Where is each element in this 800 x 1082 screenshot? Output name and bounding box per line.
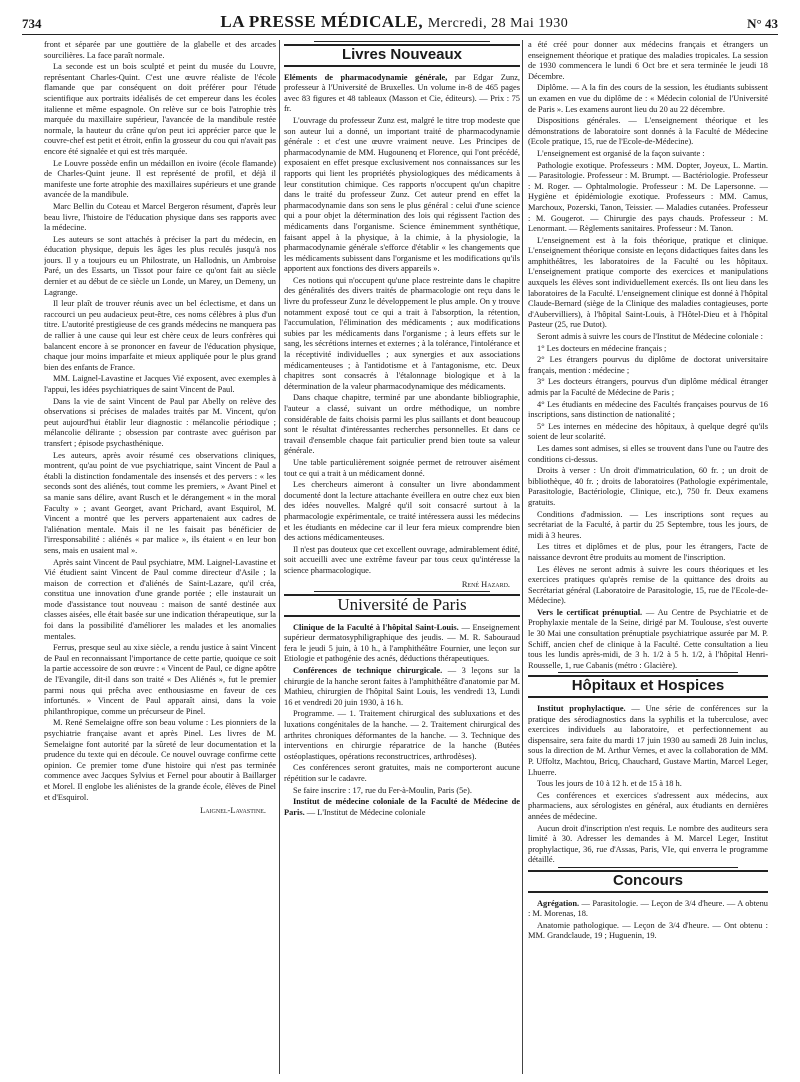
section-heading-concours: Concours xyxy=(528,870,768,893)
paragraph: Programme. — 1. Traitement chirurgical des subluxations et des luxations congénitales de la hanche. — 2. Traitement chirurgical des arthrites chroniques déformantes de la hanche. — 3. Technique des interventions en chirurgie réparatrice de la hanche (Butées ostéoplastiques, opérations reconstructrices, arthrodèses). xyxy=(284,709,520,761)
paragraph: Les dames sont admises, si elles se trouvent dans l'une ou l'autre des conditions ci-dessus. xyxy=(528,443,768,464)
paragraph: 5° Les internes en médecine des hôpitaux, à quelque degré qu'ils soient de leur scolarité. xyxy=(528,421,768,442)
notice-text: — Une série de conférences sur la pratique des sérodiagnostics dans la syphilis et la tuberculose, avec exercices individuels au laboratoire, et perfectionnement au dispensaire, sera faite du mardi 17 juin 1930 au samedi 28 Juin inclus, sous la direction de M. Arthur Vernes, et avec la collaboration de MM. P. Uffoltz, Machtou, Bricq, Chauchard, Gustave Martin, Marcel Leger, Lhuerre. xyxy=(528,704,768,777)
notice xyxy=(528,899,768,920)
notice-title: Institut prophylactique. xyxy=(537,704,626,714)
book-entry xyxy=(284,73,520,115)
paragraph: Les titres et diplômes et de plus, pour les étrangers, l'acte de naissance devront être produits au moment de l'inscription. xyxy=(528,542,768,562)
paragraph: L'ouvrage du professeur Zunz est, malgré le titre trop modeste que son auteur lui a donné, un important traité de pharmacodynamie générale : et c'est une œuvre vraiment neuve. Les Principes de pharmacodynamie de MM. Hugounenq et Florence, qui l'ont précédé, exposaient en effet presque exclusivement nos connaissances sur les rapports qui lient les propriétés physiologiques des médicaments à leur constitution chimique. Ces rapports n'occupent qu'un chapitre dans le traité du professeur Zunz. Cet auteur prend en effet la pharmacodynamie dans son sens le plus général : celui d'une science qui a pour objet la détermination des lois qui régissent l'action des médicaments dans l'organisme. Science éminemment synthétique, faisant appel à la physique, à la chimie, à la physiologie, la pharmacodynamie générale s'efforce d'établir « les changements que les médicaments subissent dans l'organisme et les modifications qu'ils apportent aux fonctions des divers appareils ». xyxy=(284,115,520,274)
paragraph: Dispositions générales. — L'enseignement théorique et les démonstrations de laboratoire sont donnés à la Faculté de Médecine (Ecole pratique, 15, rue de l'Ecole-de-Médecine). xyxy=(528,116,768,147)
notice-text: — Enseignement supérieur dermatosyphiligraphique des jeudis. — M. R. Sabouraud fera le jeudi 5 juin, à 10 h., à l'amphithéâtre Fournier, une leçon sur Etiologie et pathogénie des acnés, déductions thérapeutiques. xyxy=(284,622,520,664)
notice-text: — Parasitologie. — Leçon de 3/4 d'heure. — A obtenu : M. Morenas, 18. xyxy=(528,898,768,919)
paragraph: M. René Semelaigne offre son beau volume : Les pionniers de la psychiatrie française avant et après Pinel. Les livres de M. Semelaigne font autorité par la sûreté de leur documentation et la prudence du texte qui en découle. Ce nouvel ouvrage confirme cette opinion. Ce premier tome d'une histoire qui n'est pas terminée commence avec Jacques Sylvius et Fernel pour aboutir à Baillarger et Morel. Il englobe les aliénistes de la grande école, élèves de Pinel et d'Esquirol. xyxy=(44,718,276,802)
notice-text: — L'Institut de Médecine coloniale xyxy=(306,807,426,817)
paragraph: Pathologie exotique. Professeurs : MM. Dopter, Joyeux, L. Martin. — Parasitologie. Professeur : M. Brumpt. — Bactériologie. Professeur : M. Roger. — Ophtalmologie. Professeur : M. De Lapersonne. — Hygiène et épidémiologie exotique. Professeurs : MM. Camus, Marchoux, Pozerski, Tanon, Teissier. — Maladies cutanées. Professeur : M. Gougerot. — Chirurgie des pays chauds. Professeur : M. Lenormant. — Règlements sanitaires. Professeur : M. Tanon. xyxy=(528,160,768,234)
notice-title: Clinique de la Faculté à l'hôpital Saint-Louis. xyxy=(293,622,459,632)
paragraph: Seront admis à suivre les cours de l'Institut de Médecine coloniale : xyxy=(537,332,763,342)
journal-title xyxy=(220,12,568,32)
notice xyxy=(284,797,520,818)
notice-title: Institut de médecine coloniale de la Faculté de Médecine de Paris. xyxy=(284,797,520,817)
notice xyxy=(528,704,768,778)
paragraph: Tous les jours de 10 à 12 h. et de 15 à 18 h. xyxy=(537,779,682,789)
paragraph: Ces conférences et exercices s'adressent aux médecins, aux pharmaciens, aux sérologistes en général, aux étudiants en dernières années de médecine. xyxy=(528,790,768,821)
paragraph: Aucun droit d'inscription n'est requis. Le nombre des auditeurs sera limité à 30. Adresser les demandes à M. Marcel Leger, Institut prophylactique, 36, rue d'Assas, Paris, VIe, qui enverra le programme détaillé. xyxy=(528,823,768,865)
notice-text: — Au Centre de Psychiatrie et de Prophylaxie mentale de la Seine, dirigé par M. Toulouse, s'est ouverte le 30 Mai une consultation prénuptiale psychiatrique assurée par M. P. Schiff, ancien chef de clinique à la Faculté. Cette consultation a lieu tous les lundis après-midi, de 3 h. 1/2 à 5 h. 1/2, à l'hôpital Henri-Rousselle, 1, rue Cabanis (métro : Glacière). xyxy=(528,607,768,670)
paragraph: L'enseignement est organisé de la façon suivante : xyxy=(537,148,705,158)
column-2 xyxy=(284,40,520,1074)
column-divider xyxy=(279,40,280,1074)
paragraph: L'enseignement est à la fois théorique, pratique et clinique. L'enseignement théorique consiste en leçons didactiques faites dans les amphithéâtres, les laboratoires de la Faculté ou les hôpitaux. L'enseignement pratique comporte des exercices et manipulations auxquels les élèves sont individuellement exercés. Ils ont lieu dans les laboratoires de la Faculté. L'enseignement clinique est donné à l'hôpital Claude-Bernard (siège de la Clinique des maladies contagieuses, porte d'Aubervilliers), à l'hôpital Saint-Louis, à l'Hôtel-Dieu et à l'hôpital Pasteur (25, rue Dutot). xyxy=(528,235,768,330)
paragraph: Droits à verser : Un droit d'immatriculation, 60 fr. ; un droit de bibliothèque, 40 fr. ; droits de laboratoires (Pathologie expérimentale, Parasitologie, Bactériologie, Clinique, etc.), 750 fr. Deux examens gratuits. xyxy=(528,466,768,507)
paragraph: Les auteurs, après avoir résumé ces observations cliniques, montrent, qu'au point de vue psychiatrique, saint Vincent de Paul a établi la distinction fondamentale des insensés et des pervers : « les seconds sont des aliénés, tout comme les premiers, » Avant Pinel et sa manie sans délire, avant Rusch et le dérangement « in the moral Faculty » ; avant Georget, avant Prichard, avant Esquirol, M. Vincent a montré que les pervers appartenaient aux cadres de l'aliénation mentale. Mais il ne les faisait pas bénéficier de l'irresponsabilité : aliénés « par malice », ils étaient « en leur bon sens, mais en usaient mal ». xyxy=(44,450,276,555)
paragraph: La seconde est un bois sculpté et peint du musée du Louvre, représentant Charles-Quint. C'est une œuvre réaliste de l'école flamande que par conséquent on doit préférer pour l'étude scientifique aux portraits idéalisés de cet empereur dans les écoles italienne et même espagnole. On relève sur ce bois l'atrophie très marquée du maxillaire supérieur, l'avancée de la mandibule restée normale, la hauteur du crâne qu'on peut ici apprécier parce que le couvre-chef est petit et étroit, enfin la grosseur du cou qui n'avait pas encore été signalée et qui est très marquée. xyxy=(44,62,276,156)
notice-title: Conférences de technique chirurgicale. xyxy=(293,666,443,676)
column-divider xyxy=(522,40,523,1074)
notice-title: Agrégation. xyxy=(537,898,580,908)
page-header xyxy=(22,2,778,35)
signature: René Hazard. xyxy=(461,579,510,589)
paragraph: Dans la vie de saint Vincent de Paul par Abelly on relève des observations si précises de malades traités par M. Vincent, qu'on peut aujourd'hui établir leur diagnostic : mélancolie périodique ; mélancolie délirante ; obsession par contraste avec guérison par transfert ; épisode psychasthénique. xyxy=(44,396,276,448)
paragraph: Après saint Vincent de Paul psychiatre, MM. Laignel-Lavastine et Vié étudient saint Vincent de Paul comme directeur d'Asile ; la maison de correction et d'aliénés de Saint-Lazare, qu'il créa, constitua une innovation d'une grande portée ; elle instaurait un mode d'assistance tout nouveau : maison de santé destinée aux classes aisées, elle était basée sur une indication thérapeutique, sur la foi dans la possibilité d'améliorer les malades et les anomalies mentales. xyxy=(44,557,276,641)
book-title: Eléments de pharmacodynamie générale, xyxy=(284,72,448,82)
paragraph: Le Louvre possède enfin un médaillon en ivoire (école flamande) de Charles-Quint jeune. Il est représenté de profil, et déjà il manifeste une forte atrophie des maxillaires supérieurs et une grande avancée de la mandibule. xyxy=(44,158,276,200)
paragraph: Marc Bellin du Coteau et Marcel Bergeron résument, d'après leur beau livre, l'histoire de l'éducation physique dans ses rapports avec la médecine. xyxy=(44,201,276,233)
book-details: par Edgar Zunz, professeur à l'Université de Bruxelles. Un volume in-8 de 465 pages avec 83 figures et 48 tableaux (Masson et Cie, éditeurs). — Prix : 75 fr. xyxy=(284,72,520,114)
notice xyxy=(528,608,768,672)
notice xyxy=(284,623,520,665)
paragraph: 1° Les docteurs en médecine français ; xyxy=(537,343,667,353)
paragraph: Il n'est pas douteux que cet excellent ouvrage, admirablement édité, soit accueilli avec une extrême faveur par tous ceux qu'intéresse la science pharmacologique. xyxy=(284,544,520,575)
paragraph: 2° Les étrangers pourvus du diplôme de doctorat universitaire français, mention : médecine ; xyxy=(528,355,768,375)
paragraph: Ces conférences seront gratuites, mais ne comporteront aucune répétition sur le cadavre. xyxy=(284,763,520,783)
paragraph: Ces notions qui n'occupent qu'une place restreinte dans le chapitre des généralités des divers traités de pharmacologie ont reçu dans le livre du professeur Zunz le développement le plus ample. On y trouve notamment exposé tout ce qui a trait à l'absorption, la rétention, l'accumulation, l'élimination des médicaments ; aux modifications subies par les médicaments dans l'organisme ; à leurs effets sur le sang, les sécrétions internes et externes ; à la tolérance, l'intolérance et la réceptivité individuelles ; aux synergies et aux associations médicamenteuses ; à l'antidotisme et à l'antagonisme, etc. Deux chapitres sont consacrés à l'étalonnage biologique et à la détermination de la valeur pharmacodynamique des médicaments. xyxy=(284,275,520,391)
column-3 xyxy=(528,40,768,1074)
issue-date: Mercredi, 28 Mai 1930 xyxy=(427,16,569,31)
journal-name: LA PRESSE MÉDICALE, xyxy=(220,12,424,31)
column-1 xyxy=(44,40,276,1074)
section-heading-livres: Livres Nouveaux xyxy=(284,44,520,67)
paragraph: Les élèves ne seront admis à suivre les cours théoriques et les exercices pratiques qu'après remise de la quittance des droits au Secrétariat général (Laboratoire de Parasitologie, 15, rue de l'Ecole-de-Médecine). xyxy=(528,564,768,606)
section-heading-universite: Université de Paris xyxy=(284,594,520,617)
paragraph: Les auteurs se sont attachés à préciser la part du médecin, en éducation physique, depuis les âges les plus reculés jusqu'à nos jours. Il y a toujours eu un Philostrate, un Hallodnis, un Ambroise Paré, un des Essarts, un Tissot pour faire ce qu'ont fait au siècle dernier et au début de ce siècle un Londe, un Marey, un Demeny, un Lagrange. xyxy=(44,234,276,297)
paragraph: 3° Les docteurs étrangers, pourvus d'un diplôme médical étranger admis par la Faculté de Médecine de Paris ; xyxy=(528,377,768,397)
paragraph: Il leur plaît de trouver réunis avec un bel éclectisme, et dans un raccourci un peu audacieux peut-être, ces noms célèbres à plus d'un titre. L'autorité prestigieuse de ces grands médecins ne manquera pas de rallier à une cause qui leur est chère ceux de leurs confrères qui balancent encore à se prononcer en faveur de l'éducation physique, chaque jour moins imparfaite et mieux appliquée pour le plus grand bien des enfants de France. xyxy=(44,299,276,372)
paragraph: front et séparée par une gouttière de la glabelle et des arcades sourcilières. La face paraît normale. xyxy=(44,40,276,60)
paragraph: MM. Laignel-Lavastine et Jacques Vié exposent, avec exemples à l'appui, les idées psychiatriques de saint Vincent de Paul. xyxy=(44,374,276,394)
paragraph: 4° Les étudiants en médecine des Facultés françaises pourvus de 16 inscriptions, sans distinction de nationalité ; xyxy=(528,399,768,420)
paragraph: Anatomie pathologique. — Leçon de 3/4 d'heure. — Ont obtenu : MM. Grandclaude, 19 ; Huguenin, 19. xyxy=(528,920,768,941)
paragraph: Diplôme. — A la fin des cours de la session, les étudiants subissent un examen en vue du diplôme de : « Médecin colonial de l'Université de Paris ». Les examens auront lieu du 20 au 22 décembre. xyxy=(528,83,768,114)
paragraph: Conditions d'admission. — Les inscriptions sont reçues au secrétariat de la Faculté, à partir du 25 Septembre, tous les jours, de midi à 3 heures. xyxy=(528,509,768,540)
section-heading-hopitaux: Hôpitaux et Hospices xyxy=(528,675,768,698)
paragraph: Une table particulièrement soignée permet de retrouver aisément tout ce qui a trait à un médicament donné. xyxy=(284,457,520,478)
notice-title: Vers le certificat prénuptial. xyxy=(537,607,643,617)
page-number: 734 xyxy=(22,16,42,31)
paragraph: Ferrus, presque seul au xixe siècle, a rendu justice à saint Vincent de Paul en reconnaissant l'importance de cette partie, quoique ce soit la partie accessoire de son œuvre : « Vincent de Paul, ce digne apôtre de l'Evangile, dit-il dans son traité « Des Aliénés », fut le premier parmi nous qui prêcha avec enthousiasme en faveur de ces infortunés. » Vincent de Paul apparaît ainsi, dans la voie philanthropique, comme un précurseur de Pinel. xyxy=(44,643,276,716)
issue-number: N° 43 xyxy=(747,16,778,31)
paragraph: a été créé pour donner aux médecins français et étrangers un enseignement théorique et pratique des maladies tropicales. La session de 1930 commencera le lundi 6 Oct bre et sera terminée le jeudi 18 Décembre. xyxy=(528,40,768,81)
notice-text: — 3 leçons sur la chirurgie de la hanche seront faites à l'amphithéâtre d'anatomie par M. Mathieu, chirurgien de l'hôpital Saint Louis, les vendredi 13, Lundi 16 et vendredi 20 juin 1930, à 16 h. xyxy=(284,666,520,707)
paragraph: Dans chaque chapitre, terminé par une abondante bibliographie, l'auteur a classé, suivant un ordre méthodique, un nombre considérable de faits choisis parmi les plus saillants et dont beaucoup sont le résultat d'intéressantes recherches personnelles. Et dans ce travail d'ensemble chaque fait particulier prend bien toute sa valeur générale. xyxy=(284,393,520,456)
paragraph: Se faire inscrire : 17, rue du Fer-à-Moulin, Paris (5e). xyxy=(293,785,472,795)
paragraph: Les chercheurs aimeront à consulter un livre abondamment documenté dont la lecture attachante éveillera en outre chez eux bien des idées nouvelles. Malgré qu'il soit consacré surtout à la pharmacologie expérimentale, ce traité intéressera aussi les médecins et les étudiants en médecine car il leur fera mieux comprendre bien des actions médicamenteuses. xyxy=(284,480,520,543)
signature: Laignel-Lavastine. xyxy=(200,806,266,816)
notice xyxy=(284,666,520,708)
